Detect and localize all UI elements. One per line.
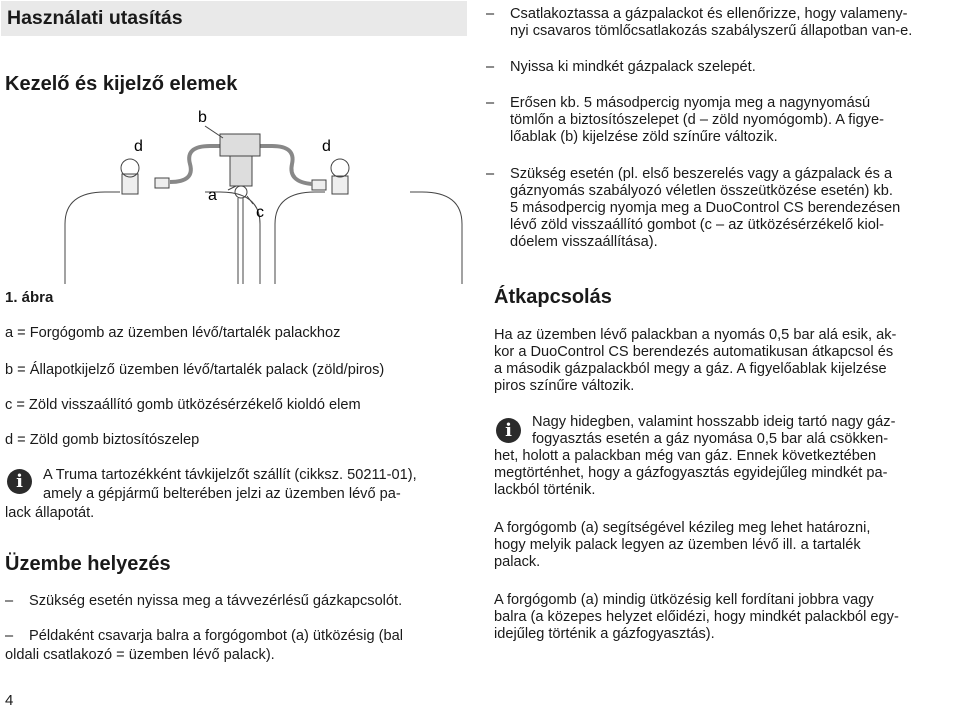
cold-note [532,414,895,448]
step-dash: – [5,628,14,644]
definition-c: c = Zöld visszaállító gomb ütközésérzékelő kioldó elem [5,397,361,413]
figure-label-b: b [198,109,207,126]
step-text: nyi csavaros tömlőcsatlakozás szabályszerű állapotban van-e. [510,23,913,39]
header-title: Használati utasítás [7,7,183,29]
info-note-line: amely a gépjármű belterében jelzi az üzemben lévő pa- [43,486,401,502]
step-dash: – [486,6,495,22]
info-note-line: lack állapotát. [5,505,95,521]
step-text-continued: oldali csatlakozó = üzemben lévő palack). [5,647,275,663]
paragraph-line: lackból történik. [494,482,596,498]
paragraph-line: balra (a közepes helyzet előidézi, hogy mindkét palackból egy- [494,609,899,625]
left-bottle [65,192,260,284]
step-text: Erősen kb. 5 másodpercig nyomja meg a nagynyomású [510,95,871,111]
figure-label-d-right: d [322,138,331,155]
step-text: lőablak (b) kijelzése zöld színűre változik. [510,129,778,145]
figure-label-a: a [208,187,217,204]
paragraph-line: A forgógomb (a) mindig ütközésig kell fordítani jobbra vagy [494,592,874,608]
paragraph-line: hogy melyik palack legyen az üzemben lévő ill. a tartalék [494,537,861,553]
step-text: dóelem visszaállítása). [510,234,658,250]
page-number: 4 [5,692,14,709]
definition-a: a = Forgógomb az üzemben lévő/tartalék palackhoz [5,325,341,341]
figure-gas-bottles [60,104,470,284]
manual-selection-paragraph [494,520,870,571]
definition-d: d = Zöld gomb biztosítószelep [5,432,200,448]
paragraph-line: palack. [494,554,541,570]
step-text: tömlőn a biztosítószelepet (d – zöld nyomógomb). A figye- [510,112,884,128]
right-bottle [275,192,462,284]
paragraph-line: idejűleg történik a gázfogyasztás). [494,626,715,642]
section-title-controls: Kezelő és kijelző elemek [5,73,238,95]
section-title-setup: Üzembe helyezés [5,553,171,575]
figure-caption: 1. ábra [5,289,54,306]
step-text: Nyissa ki mindkét gázpalack szelepét. [510,59,756,75]
cold-note-continued [494,448,887,499]
paragraph-line: A forgógomb (a) segítségével kézileg meg lehet határozni, [494,520,871,536]
step-dash: – [5,593,14,609]
step-text: Példaként csavarja balra a forgógombot (a) ütközésig (bal [29,628,403,644]
step-text: Szükség esetén nyissa meg a távvezérlésű gázkapcsolót. [29,593,403,609]
info-icon: i [496,418,521,443]
paragraph-line: piros színűre változik. [494,378,635,394]
info-note-line: A Truma tartozékként távkijelzőt szállít (cikksz. 50211-01), [43,467,417,483]
paragraph-line: het, holott a palackban még van gáz. Ennek következtében [494,448,877,464]
step-text: Szükség esetén (pl. első beszerelés vagy a gázpalack és a [510,166,893,182]
switchover-paragraph [494,327,896,395]
section-title-switchover: Átkapcsolás [494,286,612,308]
knob-position-paragraph [494,592,899,643]
paragraph-line: Nagy hidegben, valamint hosszabb ideig tartó nagy gáz- [532,414,896,430]
step-text: lévő zöld visszaállító gombot (c – az ütközésérzékelő kiol- [510,217,884,233]
step-dash: – [486,95,495,111]
header-bar [1,1,467,36]
paragraph-line: a második gázpalackból megy a gáz. A figyelőablak kijelzése [494,361,887,377]
step-text: 5 másodpercig nyomja meg a DuoControl CS berendezésen [510,200,901,216]
step-text: gáznyomás szabályozó véletlen összeütközése esetén) kb. [510,183,893,199]
step-text: Csatlakoztassa a gázpalackot és ellenőrizze, hogy valameny- [510,6,908,22]
step-dash: – [486,59,495,75]
info-icon: i [7,469,32,494]
figure-label-c: c [256,204,264,221]
paragraph-line: fogyasztás esetén a gáz nyomása 0,5 bar alá csökken- [532,431,889,447]
paragraph-line: kor a DuoControl CS berendezés automatikusan átkapcsol és [494,344,894,360]
definition-b: b = Állapotkijelző üzemben lévő/tartalék palack (zöld/piros) [5,362,385,378]
figure-label-d-left: d [134,138,143,155]
paragraph-line: megtörténhet, hogy a gázfogyasztás egyidejűleg mindkét pa- [494,465,888,481]
step-dash: – [486,166,495,182]
paragraph-line: Ha az üzemben lévő palackban a nyomás 0,5 bar alá esik, ak- [494,327,897,343]
